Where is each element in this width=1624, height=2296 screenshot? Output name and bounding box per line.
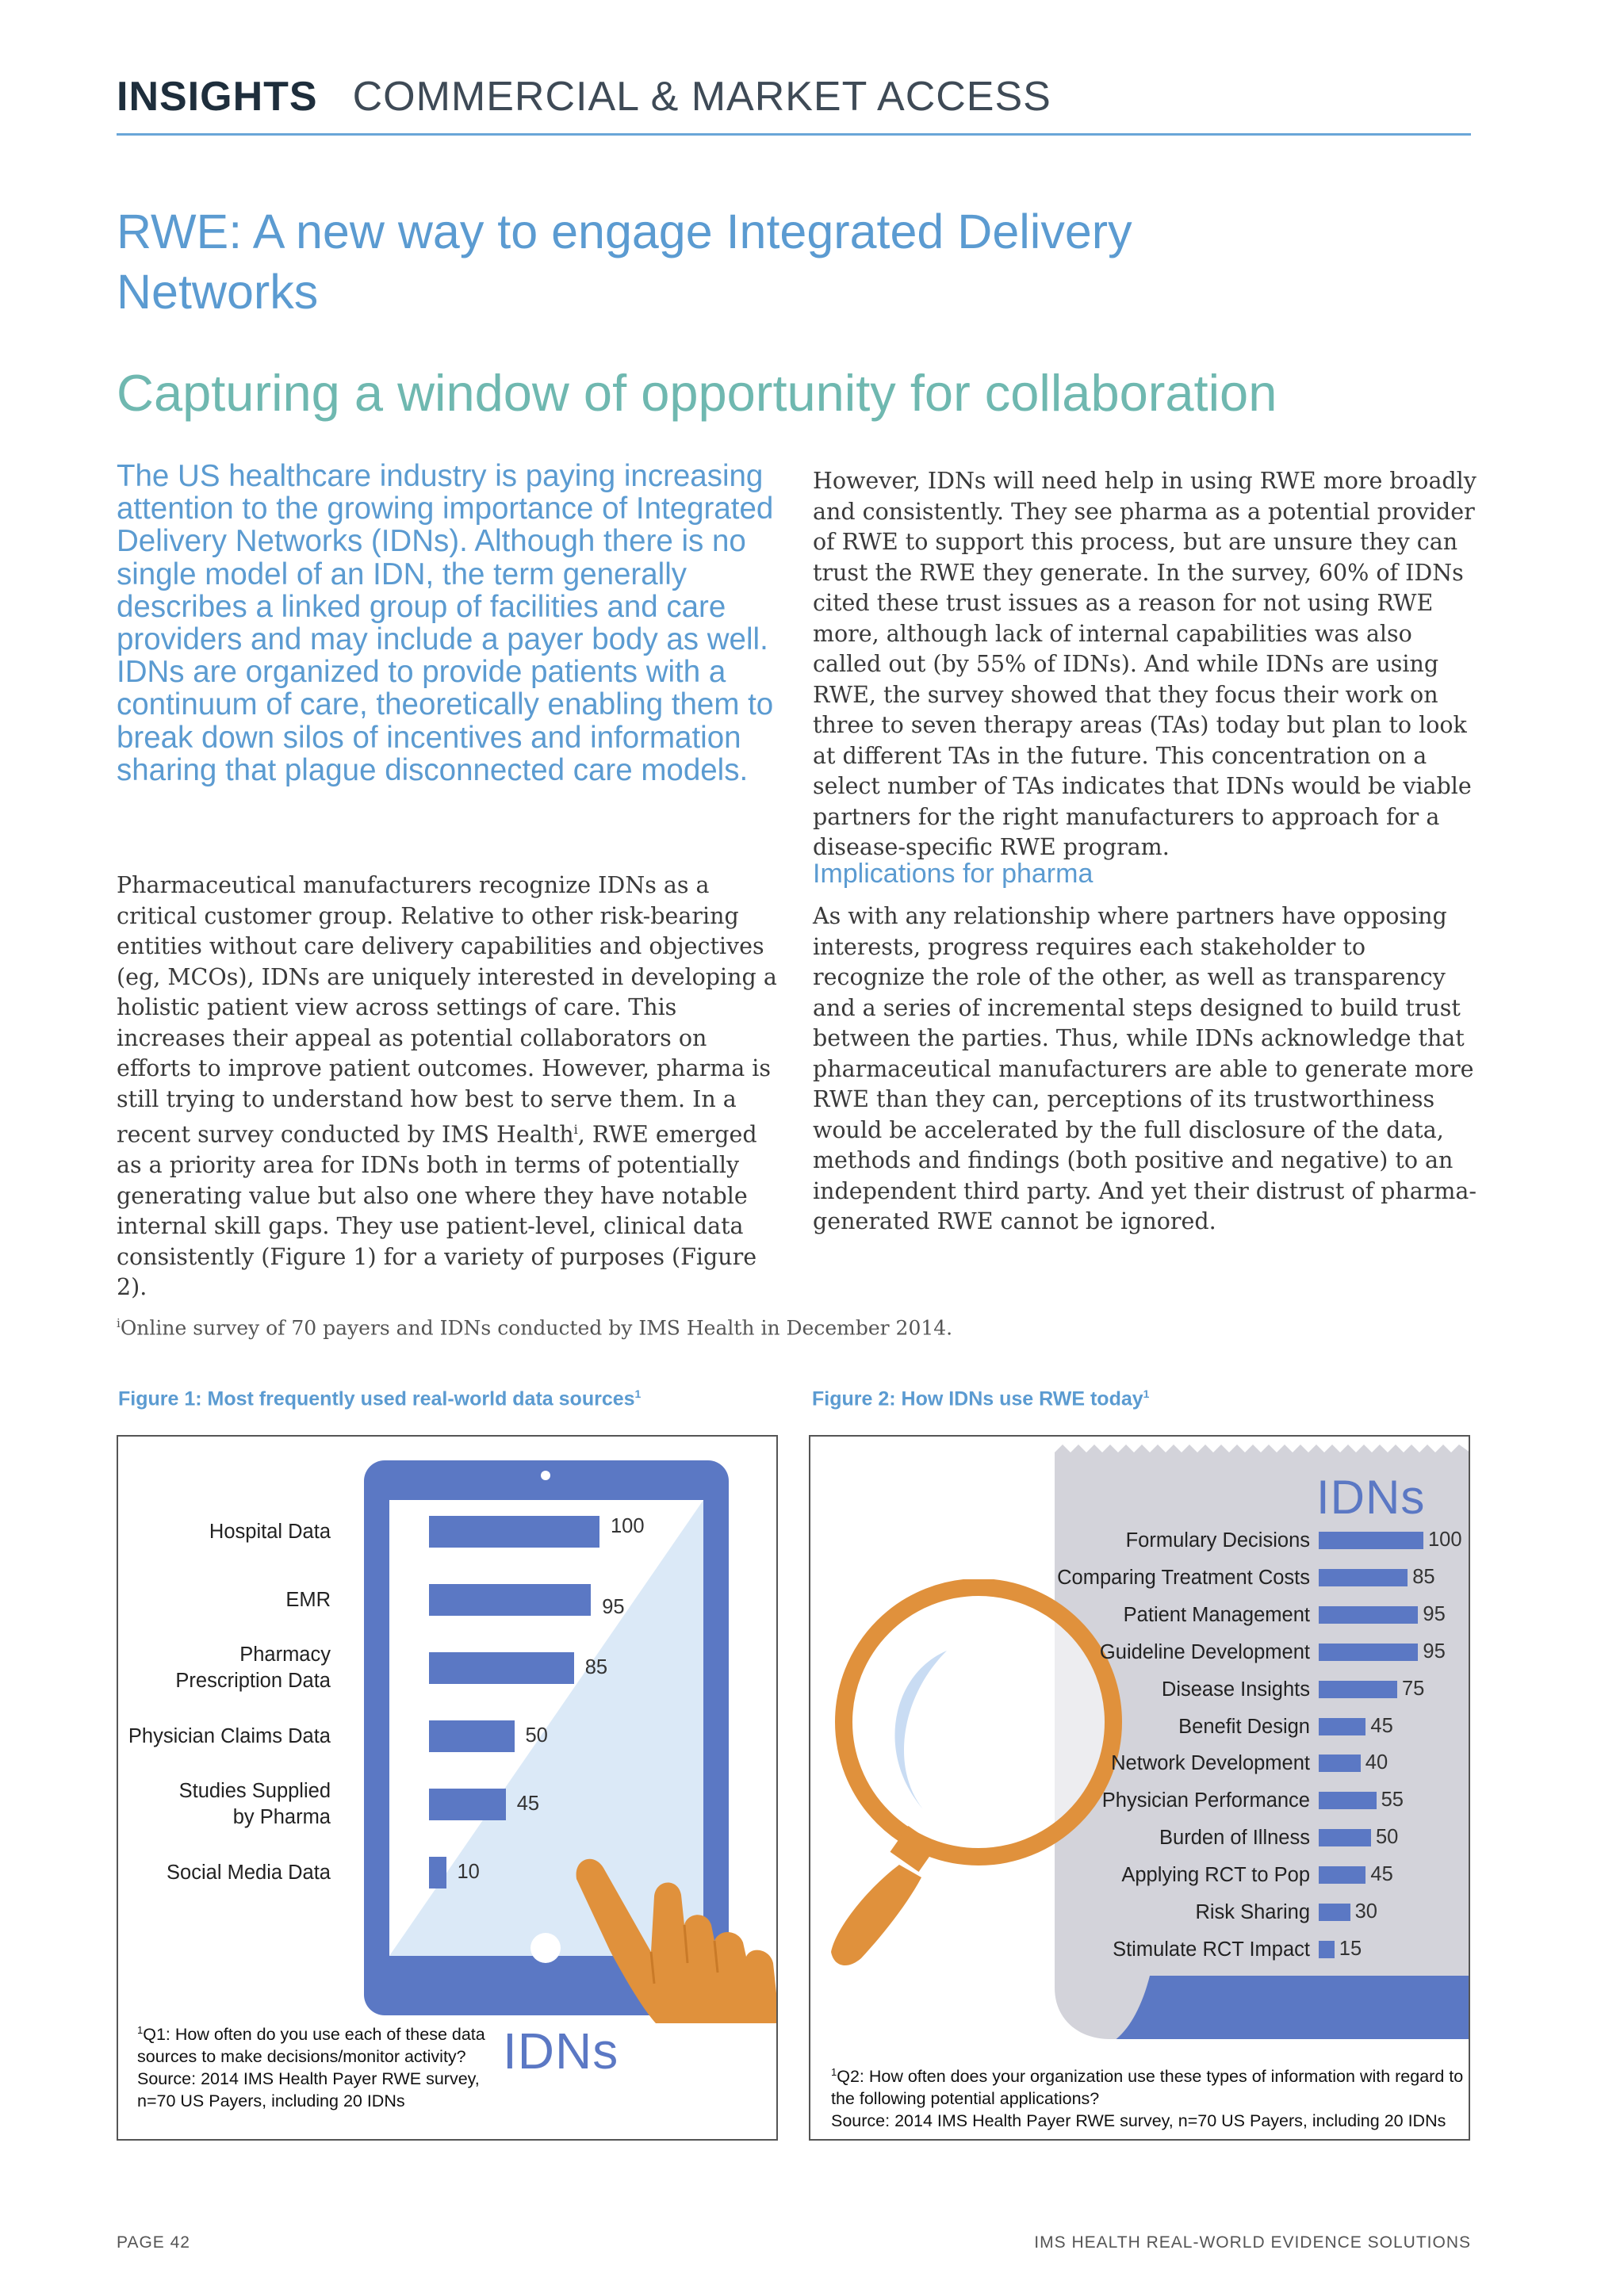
figure2-bar-value: 45: [1370, 1714, 1393, 1737]
figure2-note-marker: 1: [831, 2066, 837, 2078]
figure1-category-label: [118, 1642, 331, 1694]
figure1-category-label-line: Hospital Data: [209, 1520, 331, 1543]
figure2-category-label: Risk Sharing: [1195, 1901, 1310, 1923]
figure2-note: [831, 2061, 1465, 2132]
figure2-category-label: Disease Insights: [1161, 1678, 1310, 1701]
figure2-bar-value: 55: [1381, 1789, 1404, 1812]
figure2-bar: [1319, 1569, 1408, 1586]
figure2-title: [812, 1387, 1149, 1410]
figure1-bar: [429, 1720, 515, 1752]
figure2-bar: [1319, 1829, 1371, 1846]
figure2-bar: [1319, 1718, 1365, 1735]
figure1-category-label-line: Social Media Data: [167, 1861, 331, 1884]
figure2-bar: [1319, 1644, 1418, 1661]
figure2-brand: IDNs: [1316, 1471, 1426, 1524]
implications-heading: Implications for pharma: [813, 859, 1094, 889]
figure2-bar-value: 40: [1365, 1751, 1388, 1774]
right-body-paragraph-1: However, IDNs will need help in using RWE more broadly and consistently. They see pharma as a potential provider of RWE to support this process, but are unsure they can trust the RWE they generate. In the survey, 60% of IDNs cited these trust issues as a reason for not using RWE more, although lack of internal capabilities was also called out (by 55% of IDNs). And while IDNs are using RWE, the survey showed that they focus their work on three to seven therapy areas (TAs) today but plan to look at different TAs in the future. This concentration on a select number of TAs indicates that IDNs would be viable partners for the right manufacturers to approach for a disease-specific RWE program.: [813, 468, 1477, 860]
figure1-category-label: [118, 1519, 331, 1545]
figure1-bar-value: 95: [602, 1596, 625, 1618]
figure1-bar: [429, 1584, 591, 1616]
figure2-bar-value: 75: [1402, 1677, 1425, 1700]
figure1-bar: [429, 1516, 599, 1548]
article-subtitle: Capturing a window of opportunity for collaboration: [117, 364, 1277, 422]
figure1-category-label-line: Prescription Data: [175, 1670, 331, 1692]
figure1-bar: [429, 1652, 574, 1684]
right-body-paragraph-2: As with any relationship where partners have opposing interests, progress requires each stakeholder to recognize the role of the other, as well as transparency and a series of incremental steps designed to build trust between the parties. Thus, while IDNs acknowledge that pharmaceutical manufacturers are able to generate more RWE than they can, perceptions of its trustworthiness would be accelerated by the full disclosure of the data, methods and findings (both positive and negative) to an independent third party. And yet their distrust of pharma-generated RWE cannot be ignored.: [813, 903, 1477, 1234]
page-number: PAGE 42: [117, 2233, 190, 2252]
figure1-category-label-line: Pharmacy: [239, 1644, 331, 1666]
figure2-bar: [1319, 1606, 1418, 1624]
footnote: [117, 1316, 952, 1339]
figure1-bar-value: 10: [457, 1861, 480, 1883]
figure2-panel: [809, 1435, 1470, 2141]
figure2-category-label: Network Development: [1111, 1752, 1310, 1775]
figure1-bar-value: 50: [525, 1724, 548, 1747]
footer-source: IMS HEALTH REAL-WORLD EVIDENCE SOLUTIONS: [1034, 2233, 1471, 2252]
figure1-question: [137, 2019, 502, 2068]
figure2-question: [831, 2061, 1465, 2110]
figure2-bar-value: 45: [1370, 1863, 1393, 1886]
figure1-brand: IDNs: [503, 2022, 619, 2080]
figure1-category-label: [118, 1860, 331, 1886]
figure1-title-marker: 1: [634, 1387, 642, 1400]
figure2-bar: [1319, 1681, 1397, 1698]
figure2-bar-value: 50: [1376, 1826, 1399, 1849]
figure2-source: Source: 2014 IMS Health Payer RWE survey, n=70 US Payers, including 20 IDNs: [831, 2111, 1446, 2131]
figure2-bar: [1319, 1941, 1335, 1958]
figure1-category-label-line: by Pharma: [232, 1806, 331, 1828]
figure2-category-label: Physician Performance: [1101, 1789, 1310, 1812]
figure1-question-text: Q1: How often do you use each of these data sources to make decisions/monitor activity?: [137, 2025, 485, 2067]
left-body-paragraph: [117, 871, 783, 1303]
figure2-question-text: Q2: How often does your organization use these types of information with regard to the following potential applications?: [831, 2067, 1464, 2109]
figure1-source: Source: 2014 IMS Health Payer RWE survey, n=70 US Payers, including 20 IDNs: [137, 2069, 480, 2111]
figure2-bar-chart: [810, 1437, 1470, 2141]
figure1-bar: [429, 1857, 446, 1888]
figure1-note: [137, 2019, 502, 2112]
figure2-bar: [1319, 1904, 1350, 1921]
figure1-bar-value: 45: [516, 1793, 540, 1815]
figure2-bar-value: 95: [1423, 1602, 1446, 1625]
figure1-category-label-line: Studies Supplied: [178, 1780, 331, 1802]
figure1-bar: [429, 1789, 506, 1820]
figure2-bar-value: 95: [1423, 1640, 1446, 1663]
figure2-category-label: Patient Management: [1123, 1603, 1310, 1626]
figure2-bar-value: 100: [1428, 1529, 1462, 1551]
figure2-category-label: Guideline Development: [1099, 1640, 1310, 1663]
section-label: INSIGHTS: [117, 74, 318, 120]
figure2-category-label: Comparing Treatment Costs: [1057, 1566, 1310, 1589]
figure1-title: [118, 1387, 641, 1410]
footnote-text: Online survey of 70 payers and IDNs conducted by IMS Health in December 2014.: [120, 1316, 953, 1340]
left-body-text-b: , RWE emerged as a priority area for IDNs both in terms of potentially generating value but also one where they have notable internal skill gaps. They use patient-level, clinical data consistently (Figure 1) for a variety of purposes (Figure 2).: [117, 1121, 757, 1300]
figure2-bar: [1319, 1866, 1365, 1884]
figure2-bar: [1319, 1532, 1423, 1549]
figure1-panel: [117, 1435, 778, 2141]
figure2-category-label: Benefit Design: [1178, 1715, 1310, 1738]
figure2-category-label: Burden of Illness: [1159, 1827, 1310, 1850]
figure2-category-label: Applying RCT to Pop: [1121, 1864, 1310, 1887]
survey-reference-marker: i: [573, 1122, 578, 1137]
article-title: RWE: A new way to engage Integrated Delivery Networks: [117, 205, 1132, 319]
figure1-note-marker: 1: [137, 2024, 144, 2036]
figure1-category-label-line: EMR: [285, 1588, 331, 1611]
figure1-title-text: Figure 1: Most frequently used real-world data sources: [118, 1387, 635, 1410]
figure2-category-label: Formulary Decisions: [1125, 1529, 1310, 1552]
left-body-text-a: Pharmaceutical manufacturers recognize IDNs as a critical customer group. Relative to other risk-bearing entities without care delivery capabilities and objectives (eg, MCOs), IDNs are uniquely interested in developing a holistic patient view across settings of care. This increases their appeal as potential collaborators on efforts to improve patient outcomes. However, pharma is still trying to understand how best to serve them. In a recent survey conducted by IMS Health: [117, 872, 777, 1148]
footnote-marker: i: [117, 1316, 121, 1330]
figure2-bar-value: 30: [1354, 1900, 1377, 1923]
figure2-bar-value: 85: [1412, 1565, 1435, 1588]
lede-paragraph: The US healthcare industry is paying increasing attention to the growing importance of Integrated Delivery Networks (IDNs). Although there is no single model of an IDN, the term generally describes a linked group of facilities and care providers and may include a payer body as well. IDNs are organized to provide patients with a continuum of care, theoretically enabling them to break down silos of incentives and information sharing that plague disconnected care models.: [117, 459, 774, 787]
figure1-category-label: [118, 1778, 331, 1831]
category-label: COMMERCIAL & MARKET ACCESS: [352, 74, 1051, 120]
figure1-category-label-line: Physician Claims Data: [128, 1724, 331, 1747]
figure2-bar: [1319, 1792, 1377, 1809]
header-rule: [117, 133, 1471, 136]
figure1-bar-value: 100: [611, 1515, 645, 1537]
pointing-hand-icon: [562, 1785, 778, 2023]
figure2-category-label: Stimulate RCT Impact: [1113, 1938, 1310, 1961]
figure2-bar-value: 15: [1339, 1937, 1362, 1960]
figure1-category-label: [118, 1724, 331, 1750]
figure2-title-marker: 1: [1143, 1387, 1150, 1400]
figure2-bar: [1319, 1755, 1361, 1772]
figure1-bar-value: 85: [584, 1656, 608, 1678]
figure1-category-label: [118, 1587, 331, 1613]
figure2-title-text: Figure 2: How IDNs use RWE today: [812, 1387, 1143, 1410]
section-header: [117, 73, 1051, 121]
